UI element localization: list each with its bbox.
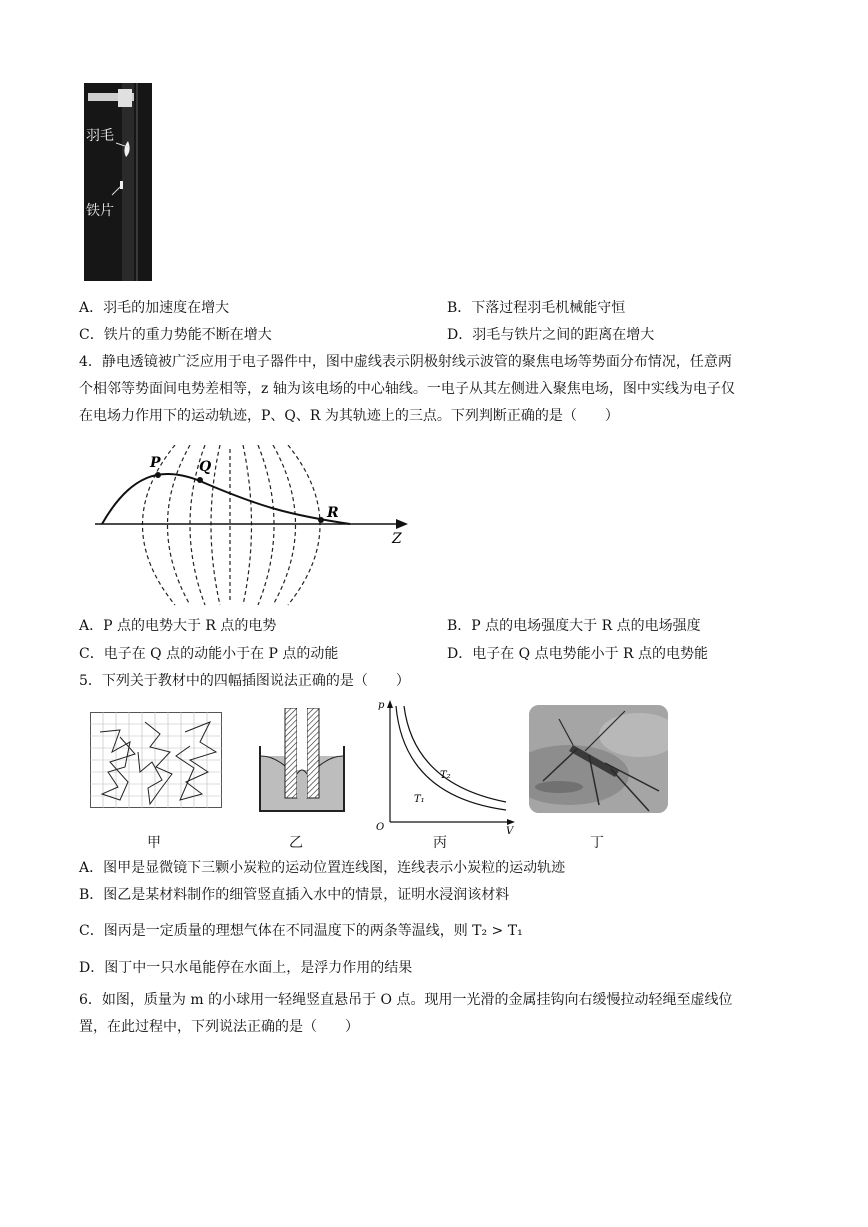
feather-label: 羽毛 xyxy=(86,128,114,144)
q4-option-d: D．电子在 Q 点电势能小于 R 点的电势能 xyxy=(447,646,709,662)
q4-stem-line-1: 4．静电透镜被广泛应用于电子器件中，图中虚线表示阴极射线示波管的聚焦电场等势面分布情况，任意两 xyxy=(79,354,732,370)
equipotential-lines xyxy=(143,445,321,605)
brownian-motion-figure xyxy=(90,712,222,808)
label-p: P xyxy=(150,455,161,471)
caption-ding: 丁 xyxy=(590,835,604,851)
q3-option-b: B．下落过程羽毛机械能守恒 xyxy=(447,300,626,316)
label-r: R xyxy=(327,505,339,521)
q3-option-c: C．铁片的重力势能不断在增大 xyxy=(79,327,272,343)
caption-yi: 乙 xyxy=(289,835,303,851)
q4-stem-line-3: 在电场力作用下的运动轨迹，P、Q、R 为其轨迹上的三点。下列判断正确的是（ ） xyxy=(79,408,619,424)
feather-iron-photo xyxy=(84,83,152,281)
point-r xyxy=(318,517,324,523)
q5-stem: 5．下列关于教材中的四幅插图说法正确的是（ ） xyxy=(79,673,410,689)
caption-jia: 甲 xyxy=(147,835,161,851)
isotherm-t2 xyxy=(404,706,506,802)
q5-option-d: D．图丁中一只水黾能停在水面上，是浮力作用的结果 xyxy=(79,960,413,976)
axis-p-label: p xyxy=(378,700,385,711)
q6-stem-line-1: 6．如图，质量为 m 的小球用一轻绳竖直悬吊于 O 点。现用一光滑的金属挂钩向右缓慢拉动轻绳至虚线位 xyxy=(79,992,733,1008)
point-p xyxy=(155,472,161,478)
q6-stem-line-2: 置，在此过程中，下列说法正确的是（ ） xyxy=(79,1019,359,1035)
isotherm-graph-figure xyxy=(372,698,517,836)
axis-v-label: V xyxy=(506,826,514,836)
label-q: Q xyxy=(199,459,212,475)
q5-option-b: B．图乙是某材料制作的细管竖直插入水中的情景，证明水浸润该材料 xyxy=(79,887,510,903)
label-z: Z xyxy=(392,531,402,547)
q4-stem-line-2: 个相邻等势面间电势差相等，z 轴为该电场的中心轴线。一电子从其左侧进入聚焦电场，图中实线为电子仅 xyxy=(79,381,735,397)
t2-label: T₂ xyxy=(440,770,451,781)
q5-option-a: A．图甲是显微镜下三颗小炭粒的运动位置连线图，连线表示小炭粒的运动轨迹 xyxy=(79,860,566,876)
iron-label: 铁片 xyxy=(86,203,114,219)
electron-trajectory xyxy=(102,474,350,524)
q5-option-c: C．图丙是一定质量的理想气体在不同温度下的两条等温线，则 T₂ > T₁ xyxy=(79,923,523,939)
isotherm-t1 xyxy=(396,706,506,810)
q4-option-c: C．电子在 Q 点的动能小于在 P 点的动能 xyxy=(79,646,339,662)
caption-bing: 丙 xyxy=(433,835,447,851)
q4-option-a: A．P 点的电势大于 R 点的电势 xyxy=(79,618,277,634)
capillary-tube-figure xyxy=(257,708,347,814)
z-axis-arrow xyxy=(396,519,408,529)
q3-option-d: D．羽毛与铁片之间的距离在增大 xyxy=(447,327,655,343)
point-q xyxy=(197,477,203,483)
electrostatic-lens-figure xyxy=(90,445,420,610)
origin-label: O xyxy=(376,822,385,833)
q3-option-a: A．羽毛的加速度在增大 xyxy=(79,300,230,316)
water-strider-photo xyxy=(529,705,668,813)
t1-label: T₁ xyxy=(414,794,425,805)
q4-option-b: B．P 点的电场强度大于 R 点的电场强度 xyxy=(447,618,701,634)
